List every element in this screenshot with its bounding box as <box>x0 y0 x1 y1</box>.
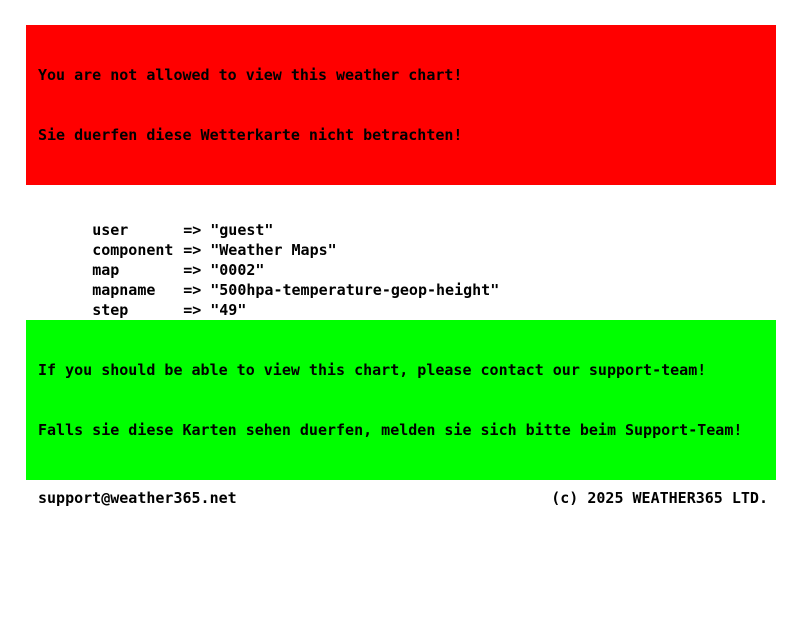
arrow-glyph: => <box>183 281 202 299</box>
detail-value: "Weather Maps" <box>210 241 337 259</box>
detail-value: "0002" <box>210 261 265 279</box>
access-denied-page <box>26 25 776 508</box>
detail-row-user <box>38 200 776 239</box>
detail-key: step <box>92 301 129 319</box>
error-message-en: You are not allowed to view this weather chart! <box>38 66 463 84</box>
error-banner <box>26 25 776 185</box>
support-email: support@weather365.net <box>38 489 237 507</box>
footer <box>26 488 776 508</box>
copyright-notice: (c) 2025 WEATHER365 LTD. <box>551 489 768 507</box>
detail-key: map <box>92 261 120 279</box>
detail-value: "49" <box>210 301 247 319</box>
request-details <box>38 200 776 319</box>
detail-key: mapname <box>92 281 156 299</box>
arrow-glyph: => <box>183 301 202 319</box>
support-banner <box>26 320 776 480</box>
detail-key: user <box>92 221 129 239</box>
arrow-glyph: => <box>183 261 202 279</box>
detail-key: component <box>92 241 174 259</box>
detail-value: "guest" <box>210 221 274 239</box>
arrow-glyph: => <box>183 221 202 239</box>
support-message-de: Falls sie diese Karten sehen duerfen, melden sie sich bitte beim Support-Team! <box>38 421 743 439</box>
arrow-glyph: => <box>183 241 202 259</box>
support-message-en: If you should be able to view this chart, please contact our support-team! <box>38 361 707 379</box>
detail-value: "500hpa-temperature-geop-height" <box>210 281 500 299</box>
error-message-de: Sie duerfen diese Wetterkarte nicht betrachten! <box>38 126 463 144</box>
